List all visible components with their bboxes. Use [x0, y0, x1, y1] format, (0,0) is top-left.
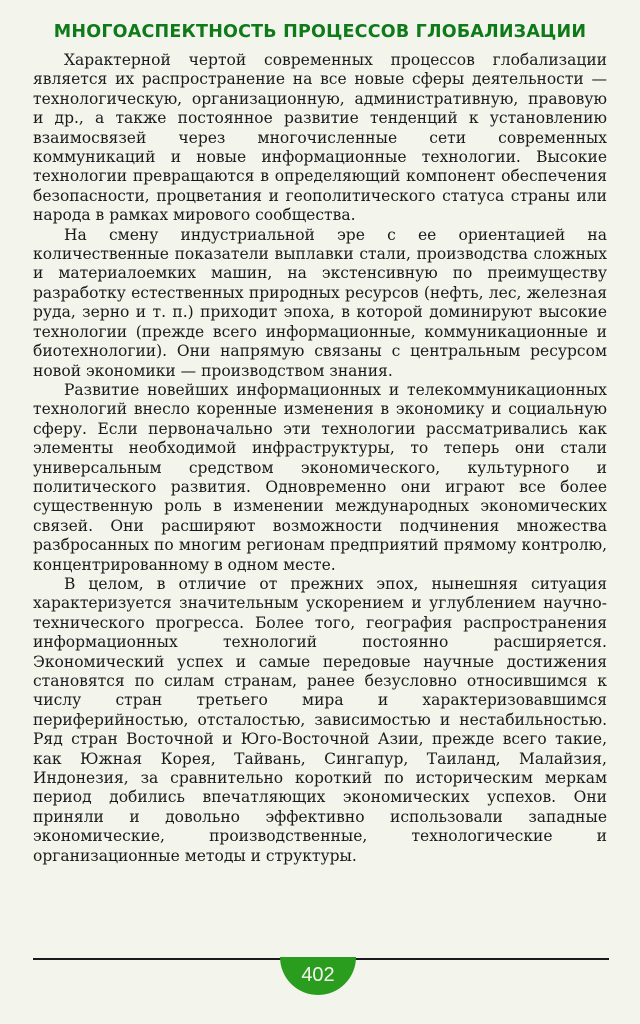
- paragraph-3: Развитие новейших информационных и телекоммуникационных технологий внесло коренные изменения в экономику и социальную сферу. Если первоначально эти технологии рассматривались как элементы необходимой инфраструктуры, то теперь они стали универсальным средством экономического, культурного и политического развития. Одновременно они играют все более существенную роль в изменении международных экономических связей. Они расширяют возможности подчинения множества разбросанных по многим регионам предприятий прямому контролю, концентрированному в одном месте.: [33, 380, 607, 574]
- body-text: [33, 51, 607, 866]
- paragraph-1: Характерной чертой современных процессов глобализации является их распространение на все новые сферы деятельности — технологическую, организационную, административную, правовую и др., а также постоянное развитие тенденций к установлению взаимосвязей через многочисленные сети современных коммуникаций и новые информационные технологии. Высокие технологии превращаются в определяющий компонент обеспечения безопасности, процветания и геополитического статуса страны или народа в рамках мирового сообщества.: [33, 51, 607, 225]
- paragraph-2: На смену индустриальной эре с ее ориентацией на количественные показатели выплавки стали, производства сложных и материалоемких машин, на экстенсивную по преимуществу разработку естественных природных ресурсов (нефть, лес, железная руда, зерно и т. п.) приходит эпоха, в которой доминируют высокие технологии (прежде всего информационные, коммуникационные и биотехнологии). Они напрямую связаны с центральным ресурсом новой экономики — производством знания.: [33, 225, 607, 380]
- section-heading: МНОГОАСПЕКТНОСТЬ ПРОЦЕССОВ ГЛОБАЛИЗАЦИИ: [53, 22, 587, 42]
- page-number-badge: 402: [280, 957, 356, 995]
- paragraph-4: В целом, в отличие от прежних эпох, нынешняя ситуация характеризуется значительным ускорением и углублением научно-технического прогресса. Более того, география распространения информационных технологий постоянно расширяется. Экономический успех и самые передовые научные достижения становятся по силам странам, ранее безусловно относившимся к числу стран третьего мира и характеризовавшимся периферийностью, отсталостью, зависимостью и нестабильностью. Ряд стран Восточной и Юго-Восточной Азии, прежде всего такие, как Южная Корея, Тайвань, Сингапур, Таиланд, Малайзия, Индонезия, за сравнительно короткий по историческим меркам период добились впечатляющих экономических успехов. Они приняли и довольно эффективно использовали западные экономические, производственные, технологические и организационные методы и структуры.: [33, 574, 607, 865]
